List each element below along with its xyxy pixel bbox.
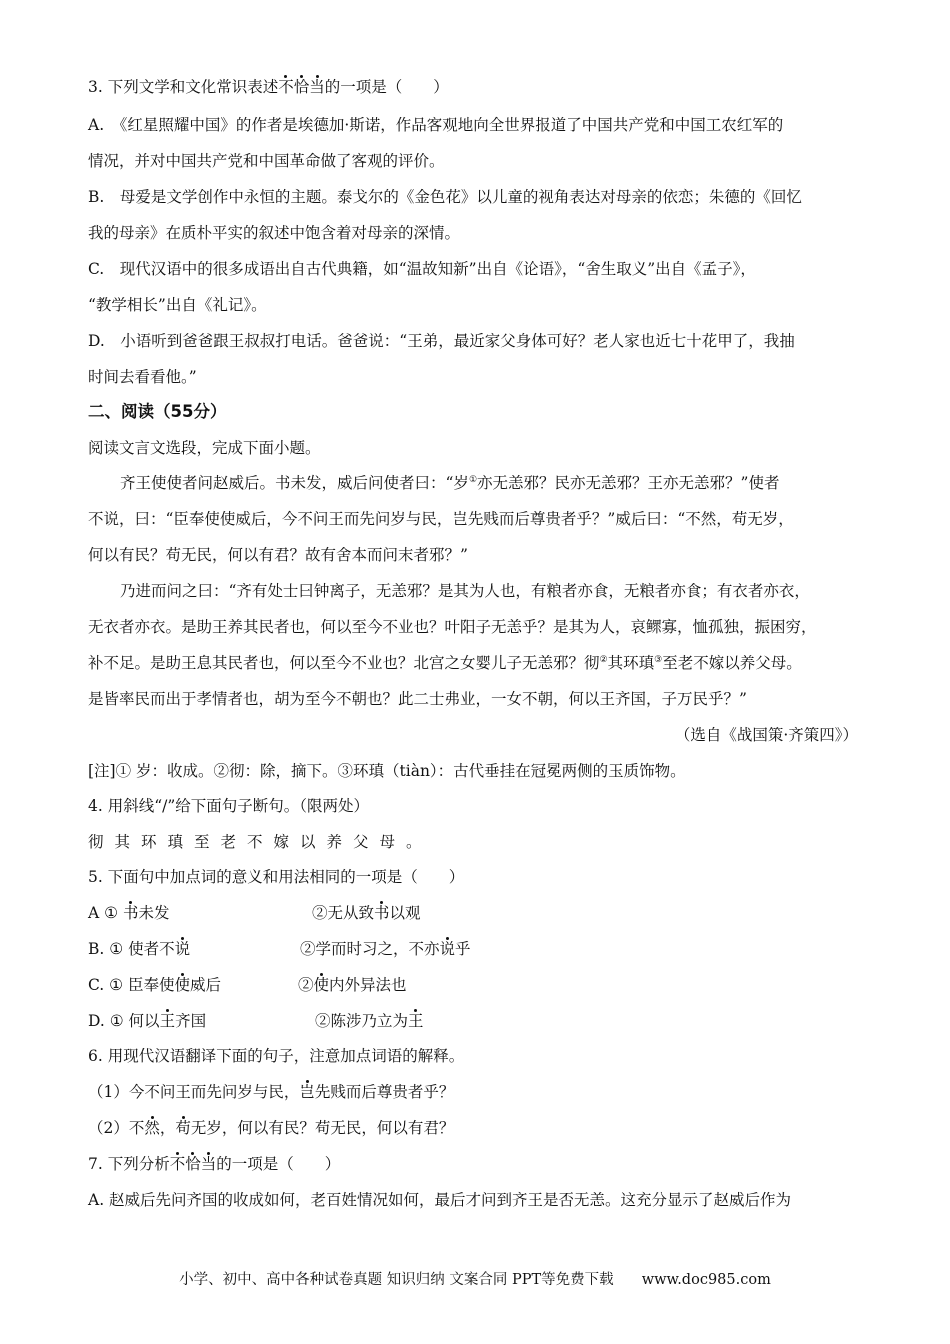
q4-stem: 4. 用斜线“/”给下面句子断句。（限两处） [88,797,370,815]
emphasis-dot-char: 恰 [293,78,310,96]
emphasis-dot-char: 苟 [175,1119,191,1137]
section-instruction: 阅读文言文选段，完成下面小题。 [88,439,321,457]
emphasis-dot-char: 书 [374,904,390,922]
emphasis-dot-char: 当 [309,78,325,96]
q6-sentence-1: （1）今不问王而先问岁与民，岂先贱而后尊贵者乎？ [88,1083,455,1101]
q5-option-c: C. ① 臣奉使使威后 ②使内外异法也 [88,976,407,994]
passage-p2-line3: 补不足。是助王息其民者也，何以至今不业也？北宫之女婴儿子无恙邪？彻②其环瑱③至老不嫁以养父母。 [88,654,802,672]
page-footer [0,1268,950,1289]
emphasis-dot-char: 王 [408,1012,424,1030]
q3-option-c-line1: C. 现代汉语中的很多成语出自古代典籍，如“温故知新”出自《论语》，“舍生取义”出自《孟子》， [88,260,756,278]
q3-option-b-line2: 我的母亲》在质朴平实的叙述中饱含着对母亲的深情。 [88,224,461,242]
emphasis-dot-char: 说 [174,940,191,958]
emphasis-dot-char: 王 [159,1012,176,1030]
emphasis-dot-char: 使 [174,976,191,994]
q5-option-a: A ① 书未发 ②无从致书以观 [88,904,421,922]
emphasis-dot-char: 然 [144,1119,160,1137]
emphasis-dot-char: 当 [200,1155,217,1173]
emphasis-dot-char: 岂 [299,1083,315,1101]
emphasis-dot-char: 说 [439,940,456,958]
footnote-mark: ③ [654,654,663,665]
q3-option-b-line1: B. 母爱是文学创作中永恒的主题。泰戈尔的《金色花》以儿童的视角表达对母亲的依恋；朱德的《回忆 [88,188,802,206]
q3-option-c-line2: “教学相长”出自《礼记》。 [88,296,267,314]
q3-option-a-line2: 情况，并对中国共产党和中国革命做了客观的评价。 [88,152,445,170]
emphasis-dot-char: 书 [122,904,139,922]
q3-option-a-line1: A. 《红星照耀中国》的作者是埃德加·斯诺，作品客观地向全世界报道了中国共产党和中国工农红军的 [88,116,784,134]
footnote-mark: ① [468,474,478,485]
q5-option-b: B. ① 使者不说 ②学而时习之，不亦说乎 [88,940,471,958]
passage-p2-line1: 乃进而问之曰：“齐有处士曰钟离子，无恙邪？是其为人也，有粮者亦食，无粮者亦食；有衣者亦衣， [120,582,810,600]
q5-stem: 5. 下面句中加点词的意义和用法相同的一项是（ ） [88,868,465,886]
section-heading: 二、阅读（55分） [88,402,227,421]
q5-option-d-item2: ②陈涉乃立为王 [315,1012,424,1030]
passage-p1-line3: 何以有民？苟无民，何以有君？故有舍本而问末者邪？” [88,546,468,564]
q5-option-d: D. ① 何以王齐国 ②陈涉乃立为王 [88,1012,424,1030]
emphasis-dot-char: 不 [169,1155,186,1173]
annotation-notes: [注]① 岁：收成。②彻：除，摘下。③环瑱（tiàn）：古代垂挂在冠冕两侧的玉质饰物。 [88,762,686,780]
footer-text: 小学、初中、高中各种试卷真题 知识归纳 文案合同 PPT等免费下载 [179,1272,614,1288]
q6-sentence-2: （2）不然，苟无岁，何以有民？苟无民，何以有君？ [88,1119,455,1137]
passage-source: （选自《战国策·齐策四》） [674,726,858,744]
footer-url[interactable]: www.doc985.com [641,1272,771,1288]
q3-stem: 3. 下列文学和文化常识表述不恰当的一项是（ ） [88,78,449,96]
q6-stem: 6. 用现代汉语翻译下面的句子，注意加点词语的解释。 [88,1047,465,1065]
passage-p2-line4: 是皆率民而出于孝情者也，胡为至今不朝也？此二士弗业，一女不朝，何以王齐国，子万民乎？” [88,690,747,708]
q5-option-c-item2: ②使内外异法也 [298,976,407,994]
emphasis-dot-char: 不 [278,78,294,96]
q3-option-d-line1: D. 小语听到爸爸跟王叔叔打电话。爸爸说：“王弟，最近家父身体可好？老人家也近七十花甲了，我抽 [88,332,795,350]
passage-p1-line2: 不说，曰：“臣奉使使威后，今不问王而先问岁与民，岂先贱而后尊贵者乎？”威后曰：“不然，苟无岁， [88,510,794,528]
q3-option-d-line2: 时间去看看他。” [88,368,197,386]
emphasis-dot-char: 使 [313,976,330,994]
q4-sentence: 彻其环瑱至老不嫁以养父母。 [88,833,433,851]
q5-option-b-item2: ②学而时习之，不亦说乎 [300,940,471,958]
emphasis-dot-char: 恰 [185,1155,201,1173]
q7-stem: 7. 下列分析不恰当的一项是（ ） [88,1155,341,1173]
q7-option-a-line1: A. 赵威后先问齐国的收成如何，老百姓情况如何，最后才问到齐王是否无恙。这充分显示了赵威后作为 [88,1191,792,1209]
passage-p2-line2: 无衣者亦衣。是助王养其民者也，何以至今不业也？叶阳子无恙乎？是其为人，哀鳏寡，恤孤独，振困穷， [88,618,817,636]
q5-option-a-item2: ②无从致书以观 [312,904,421,922]
footnote-mark: ② [599,654,608,665]
passage-p1-line1: 齐王使使者问赵威后。书未发，威后问使者曰：“岁①亦无恙邪？民亦无恙邪？王亦无恙邪？”使者 [120,474,780,492]
